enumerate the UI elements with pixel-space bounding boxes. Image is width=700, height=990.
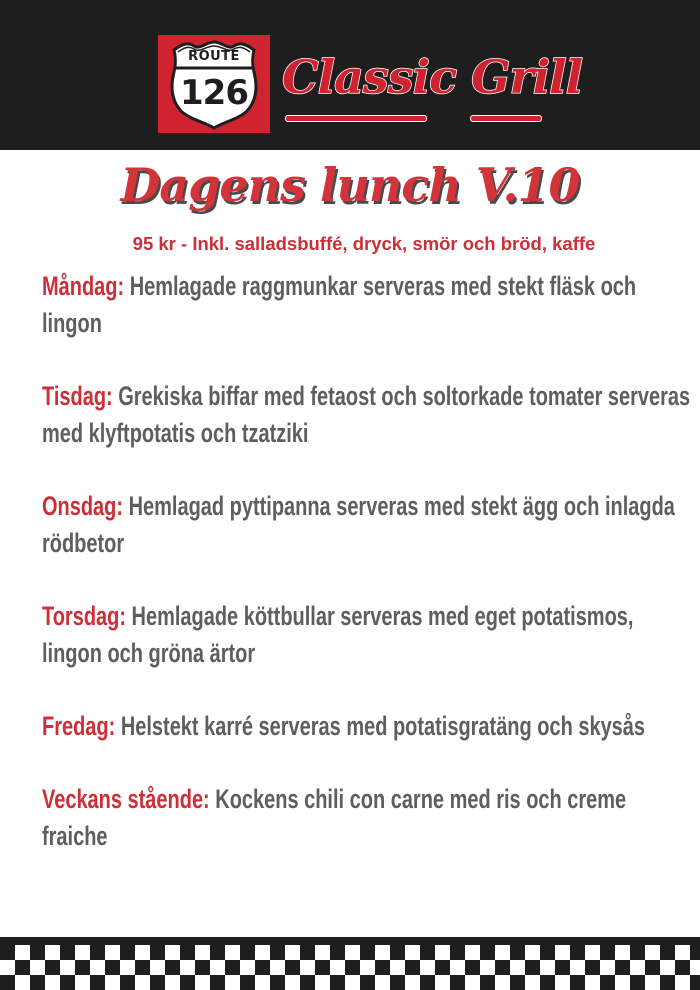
day-label: Fredag: bbox=[42, 711, 116, 741]
checker-top-bar bbox=[0, 937, 700, 945]
dish-text: Hemlagad pyttipanna serveras med stekt ägg och inlagda rödbetor bbox=[42, 491, 675, 558]
route-126-logo bbox=[158, 35, 270, 133]
brand-underline-left bbox=[285, 115, 427, 122]
price-info: 95 kr - Inkl. salladsbuffé, dryck, smör och bröd, kaffe bbox=[132, 233, 596, 254]
day-label: Torsdag: bbox=[42, 601, 126, 631]
menu-item-friday bbox=[42, 708, 693, 745]
day-label: Måndag: bbox=[42, 271, 125, 301]
header bbox=[0, 0, 700, 150]
brand-underline-right bbox=[470, 115, 542, 122]
day-label: Tisdag: bbox=[42, 381, 113, 411]
route-label: ROUTE bbox=[188, 49, 240, 64]
dish-text: Hemlagade raggmunkar serveras med stekt fläsk och lingon bbox=[42, 271, 637, 338]
page-title: Dagens lunch V.10 bbox=[120, 158, 580, 212]
day-label: Onsdag: bbox=[42, 491, 124, 521]
checkered-border bbox=[0, 937, 700, 990]
day-label: Veckans stående: bbox=[42, 784, 210, 814]
menu-item-thursday bbox=[42, 598, 693, 672]
dish-text: Kockens chili con carne med ris och creme fraiche bbox=[42, 784, 627, 851]
route-number: 126 bbox=[180, 73, 248, 113]
dish-text: Hemlagade köttbullar serveras med eget potatismos, lingon och gröna ärtor bbox=[42, 601, 634, 668]
lunch-menu bbox=[42, 268, 692, 891]
checker-pattern bbox=[0, 945, 700, 990]
brand-name: Classic Grill bbox=[282, 50, 583, 104]
menu-item-tuesday bbox=[42, 378, 693, 452]
menu-item-monday bbox=[42, 268, 693, 342]
menu-item-wednesday bbox=[42, 488, 693, 562]
dish-text: Helstekt karré serveras med potatisgratäng och skysås bbox=[120, 711, 646, 741]
menu-item-weekly-special bbox=[42, 781, 693, 855]
dish-text: Grekiska biffar med fetaost och soltorkade tomater serveras med klyftpotatis och tzatziki bbox=[42, 381, 691, 448]
